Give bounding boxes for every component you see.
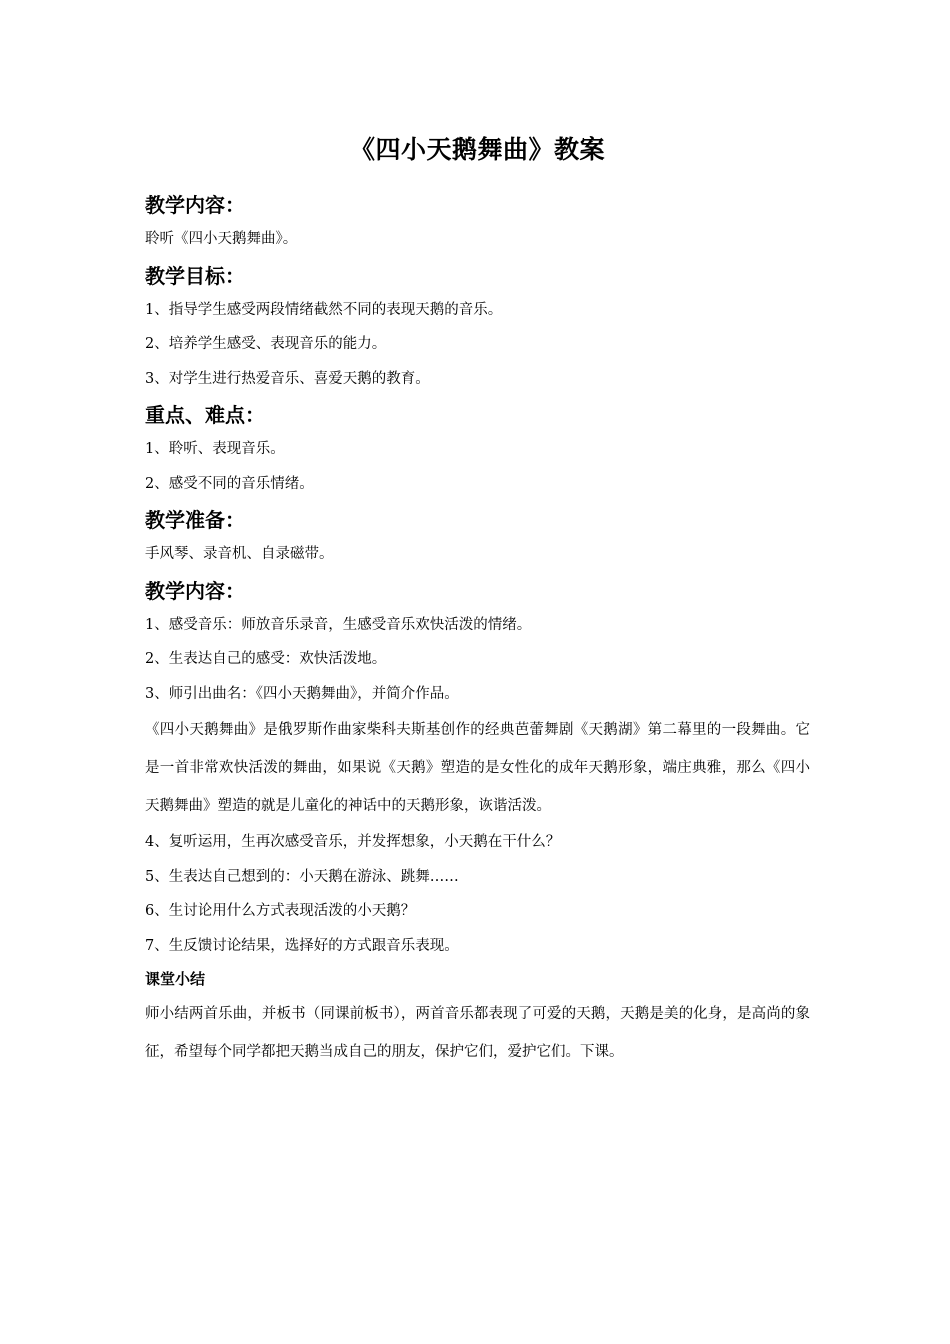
process-line-4: 4、复听运用，生再次感受音乐，并发挥想象，小天鹅在干什么？: [145, 834, 561, 850]
process-line-2: 2、生表达自己的感受：欢快活泼地。: [145, 651, 387, 667]
section-heading-key-points: 重点、难点：: [145, 403, 265, 427]
keypoint-line-2: 2、感受不同的音乐情绪。: [145, 475, 314, 492]
section-heading-teaching-process: 教学内容：: [145, 578, 245, 603]
content-line: 聆听《四小天鹅舞曲》。: [145, 231, 298, 247]
work-introduction-paragraph: 《四小天鹅舞曲》是俄罗斯作曲家柴科夫斯基创作的经典芭蕾舞剧《天鹅湖》第二幕里的一段舞曲。它是一首非常欢快活泼的舞曲，如果说《天鹅》塑造的是女性化的成年天鹅形象，端庄典雅，那么《四小天鹅舞曲》塑造的就是儿童化的神话中的天鹅形象，诙谐活泼。: [145, 722, 810, 814]
goal-line-3: 3、对学生进行热爱音乐、喜爱天鹅的教育。: [145, 370, 430, 387]
section-heading-teaching-content: 教学内容：: [145, 193, 245, 217]
process-line-7: 7、生反馈讨论结果，选择好的方式跟音乐表现。: [145, 937, 459, 954]
document-title: 《四小天鹅舞曲》教案: [349, 135, 605, 164]
process-line-6: 6、生讨论用什么方式表现活泼的小天鹅？: [145, 903, 416, 919]
goal-line-2: 2、培养学生感受、表现音乐的能力。: [145, 336, 387, 352]
goal-line-1: 1、指导学生感受两段情绪截然不同的表现天鹅的音乐。: [145, 301, 503, 318]
document-page: [145, 130, 810, 1071]
process-line-1: 1、感受音乐：师放音乐录音，生感受音乐欢快活泼的情绪。: [145, 616, 532, 633]
process-line-3: 3、师引出曲名：《四小天鹅舞曲》，并简介作品。: [145, 685, 459, 702]
prep-line: 手风琴、录音机、自录磁带。: [145, 546, 334, 562]
section-heading-teaching-goals: 教学目标：: [145, 263, 245, 288]
keypoint-line-1: 1、聆听、表现音乐。: [145, 441, 285, 457]
summary-paragraph: 师小结两首乐曲，并板书（同课前板书），两首音乐都表现了可爱的天鹅，天鹅是美的化身，是高尚的象征，希望每个同学都把天鹅当成自己的朋友，保护它们，爱护它们。下课。: [145, 1006, 810, 1060]
section-heading-preparation: 教学准备：: [145, 508, 245, 532]
section-heading-summary: 课堂小结: [145, 970, 206, 988]
process-line-5: 5、生表达自己想到的：小天鹅在游泳、跳舞……: [145, 868, 459, 885]
